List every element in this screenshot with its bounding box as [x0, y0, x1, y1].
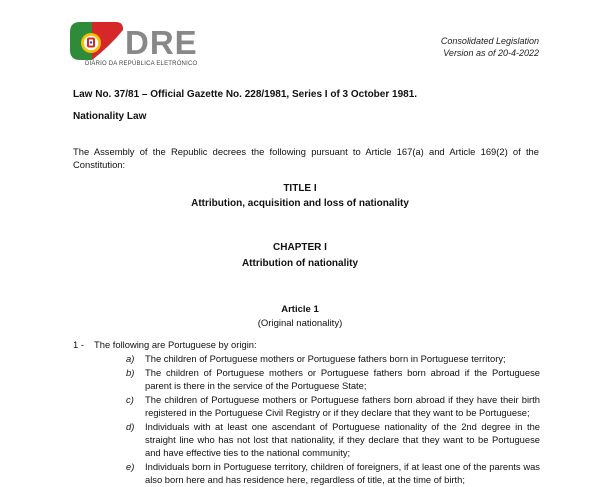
list-item [126, 366, 540, 393]
title-label: TITLE I [283, 183, 317, 194]
law-title: Law No. 37/81 – Official Gazette No. 228/1981, Series I of 3 October 1981. [73, 89, 418, 100]
list-item [126, 460, 540, 487]
list-item [126, 352, 540, 365]
portugal-emblem-icon [70, 18, 125, 60]
item-text: The children of Portuguese mothers or Portuguese fathers born abroad if they have their birth registered in the Portuguese Civil Registry or if they declare that they want to be Portuguese; [145, 393, 540, 418]
dre-logo [70, 18, 198, 73]
list-item [126, 393, 540, 420]
chapter-name: Attribution of nationality [241, 258, 359, 269]
item-letter: b) [126, 366, 135, 378]
intro-paragraph: The Assembly of the Republic decrees the following pursuant to Article 167(a) and Article 169(2) of the Constitution: [73, 146, 539, 170]
title-name: Attribution, acquisition and loss of nationality [191, 198, 409, 209]
paragraph-text: The following are Portuguese by origin: [94, 339, 257, 350]
brand-subtitle: DIÁRIO DA REPÚBLICA ELETRÓNICO [85, 61, 198, 67]
article-name: (Original nationality) [257, 318, 343, 329]
item-text: The children of Portuguese mothers or Portuguese fathers born abroad if the Portuguese parent is there in the service of the Portuguese State; [145, 366, 540, 391]
consolidated-label: Consolidated Legislation [440, 36, 539, 46]
article-label: Article 1 [281, 304, 319, 315]
item-list [126, 352, 540, 487]
item-text: Individuals born in Portuguese territory, children of foreigners, if at least one of the parents was also born here and has residence here, regardless of title, at the time of birth; [145, 460, 540, 486]
item-letter: e) [126, 460, 135, 472]
paragraph-number: 1 - [73, 339, 84, 350]
item-text: The children of Portuguese mothers or Portuguese fathers born in Portuguese territory; [145, 353, 506, 364]
item-letter: a) [126, 353, 135, 364]
item-text: Individuals with at least one ascendant of Portuguese nationality of the 2nd degree in the straight line who has not lost that nationality, if they declare that they want to be Portuguese and have effective ties to the national community; [145, 420, 540, 459]
item-letter: c) [126, 393, 134, 405]
list-item [126, 420, 540, 460]
chapter-label: CHAPTER I [273, 242, 327, 253]
brand-text: DRE [125, 24, 198, 61]
consolidation-info [441, 35, 539, 59]
law-short-title: Nationality Law [73, 111, 147, 122]
version-label: Version as of 20-4-2022 [443, 48, 539, 58]
page-header [0, 0, 600, 80]
item-letter: d) [126, 420, 135, 432]
